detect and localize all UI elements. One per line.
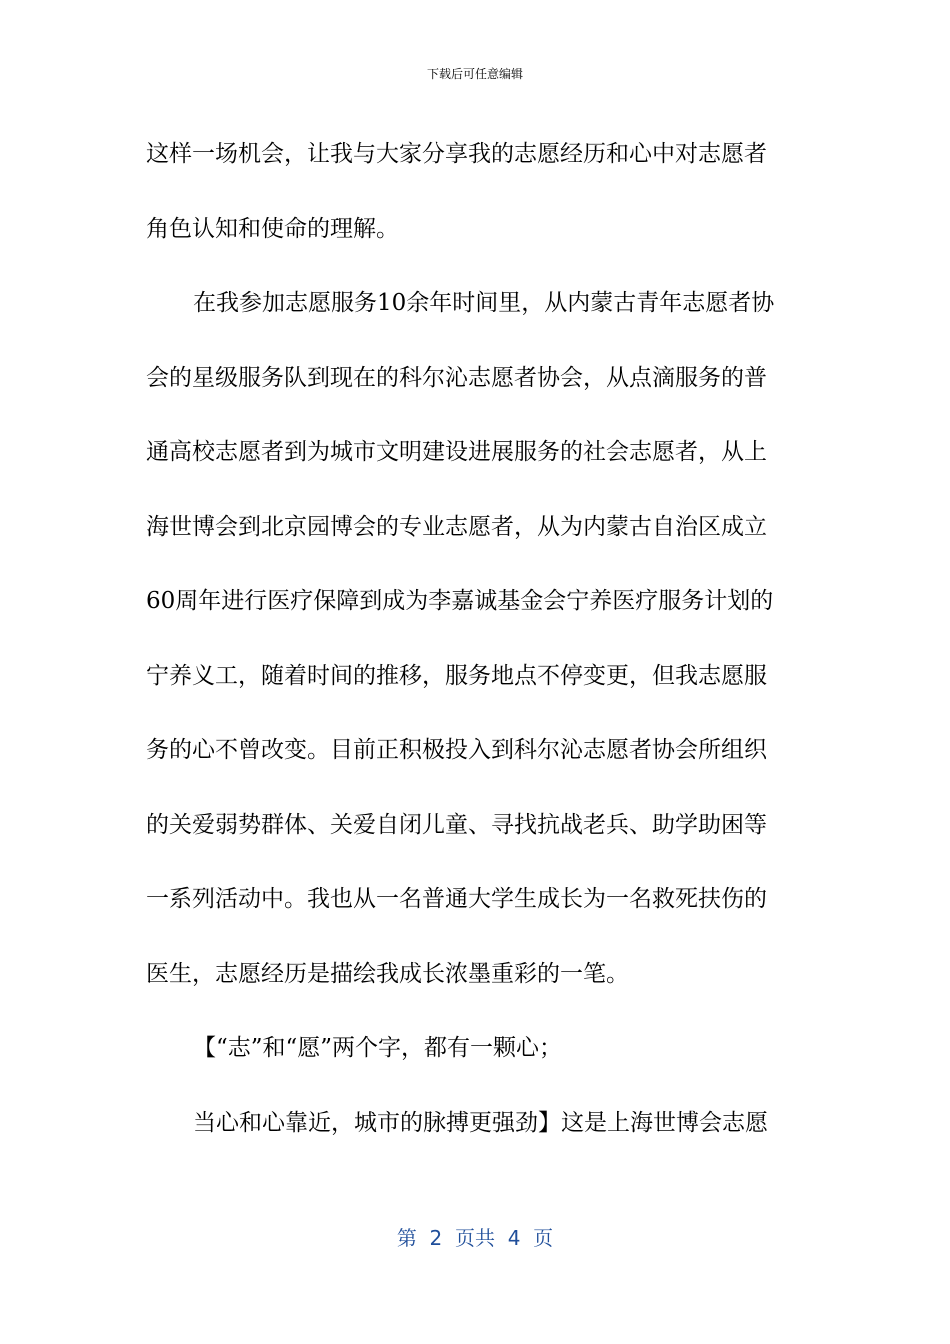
text-line: 的关爱弱势群体、关爱自闭儿童、寻找抗战老兵、助学助困等: [146, 811, 767, 838]
text-line: 一系列活动中。我也从一名普通大学生成长为一名救死扶伤的: [146, 886, 767, 912]
paragraph-4: [146, 1086, 796, 1161]
text-line: 海世博会到北京园博会的专业志愿者，从为内蒙古自治区成立: [146, 513, 767, 540]
text-line: 宁养义工，随着时间的推移，服务地点不停变更，但我志愿服: [146, 662, 767, 689]
text-line: 务的心不曾改变。目前正积极投入到科尔沁志愿者协会所组织: [146, 737, 767, 763]
text-line: 在我参加志愿服务10余年时间里，从内蒙古青年志愿者协: [193, 290, 775, 316]
text-line: 【“志”和“愿”两个字，都有一颗心；: [193, 1035, 563, 1061]
text-line: 这样一场机会，让我与大家分享我的志愿经历和心中对志愿者: [146, 141, 767, 167]
page-header-note: 下载后可任意编辑: [426, 67, 523, 81]
text-line: 会的星级服务队到现在的科尔沁志愿者协会，从点滴服务的普: [146, 364, 767, 391]
paragraph-1: [146, 117, 796, 266]
page-number-footer: 第 2 页共 4 页: [396, 1226, 554, 1250]
text-line: 通高校志愿者到为城市文明建设进展服务的社会志愿者，从上: [146, 439, 767, 465]
paragraph-3: [146, 1011, 796, 1086]
paragraph-2: [146, 266, 796, 1011]
document-body: [146, 117, 796, 1160]
text-line: 医生，志愿经历是描绘我成长浓墨重彩的一笔。: [146, 960, 629, 987]
text-line: 角色认知和使命的理解。: [146, 215, 399, 242]
text-line: 当心和心靠近，城市的脉搏更强劲】这是上海世博会志愿: [193, 1109, 768, 1136]
text-line: 60周年进行医疗保障到成为李嘉诚基金会宁养医疗服务计划的: [146, 588, 774, 614]
